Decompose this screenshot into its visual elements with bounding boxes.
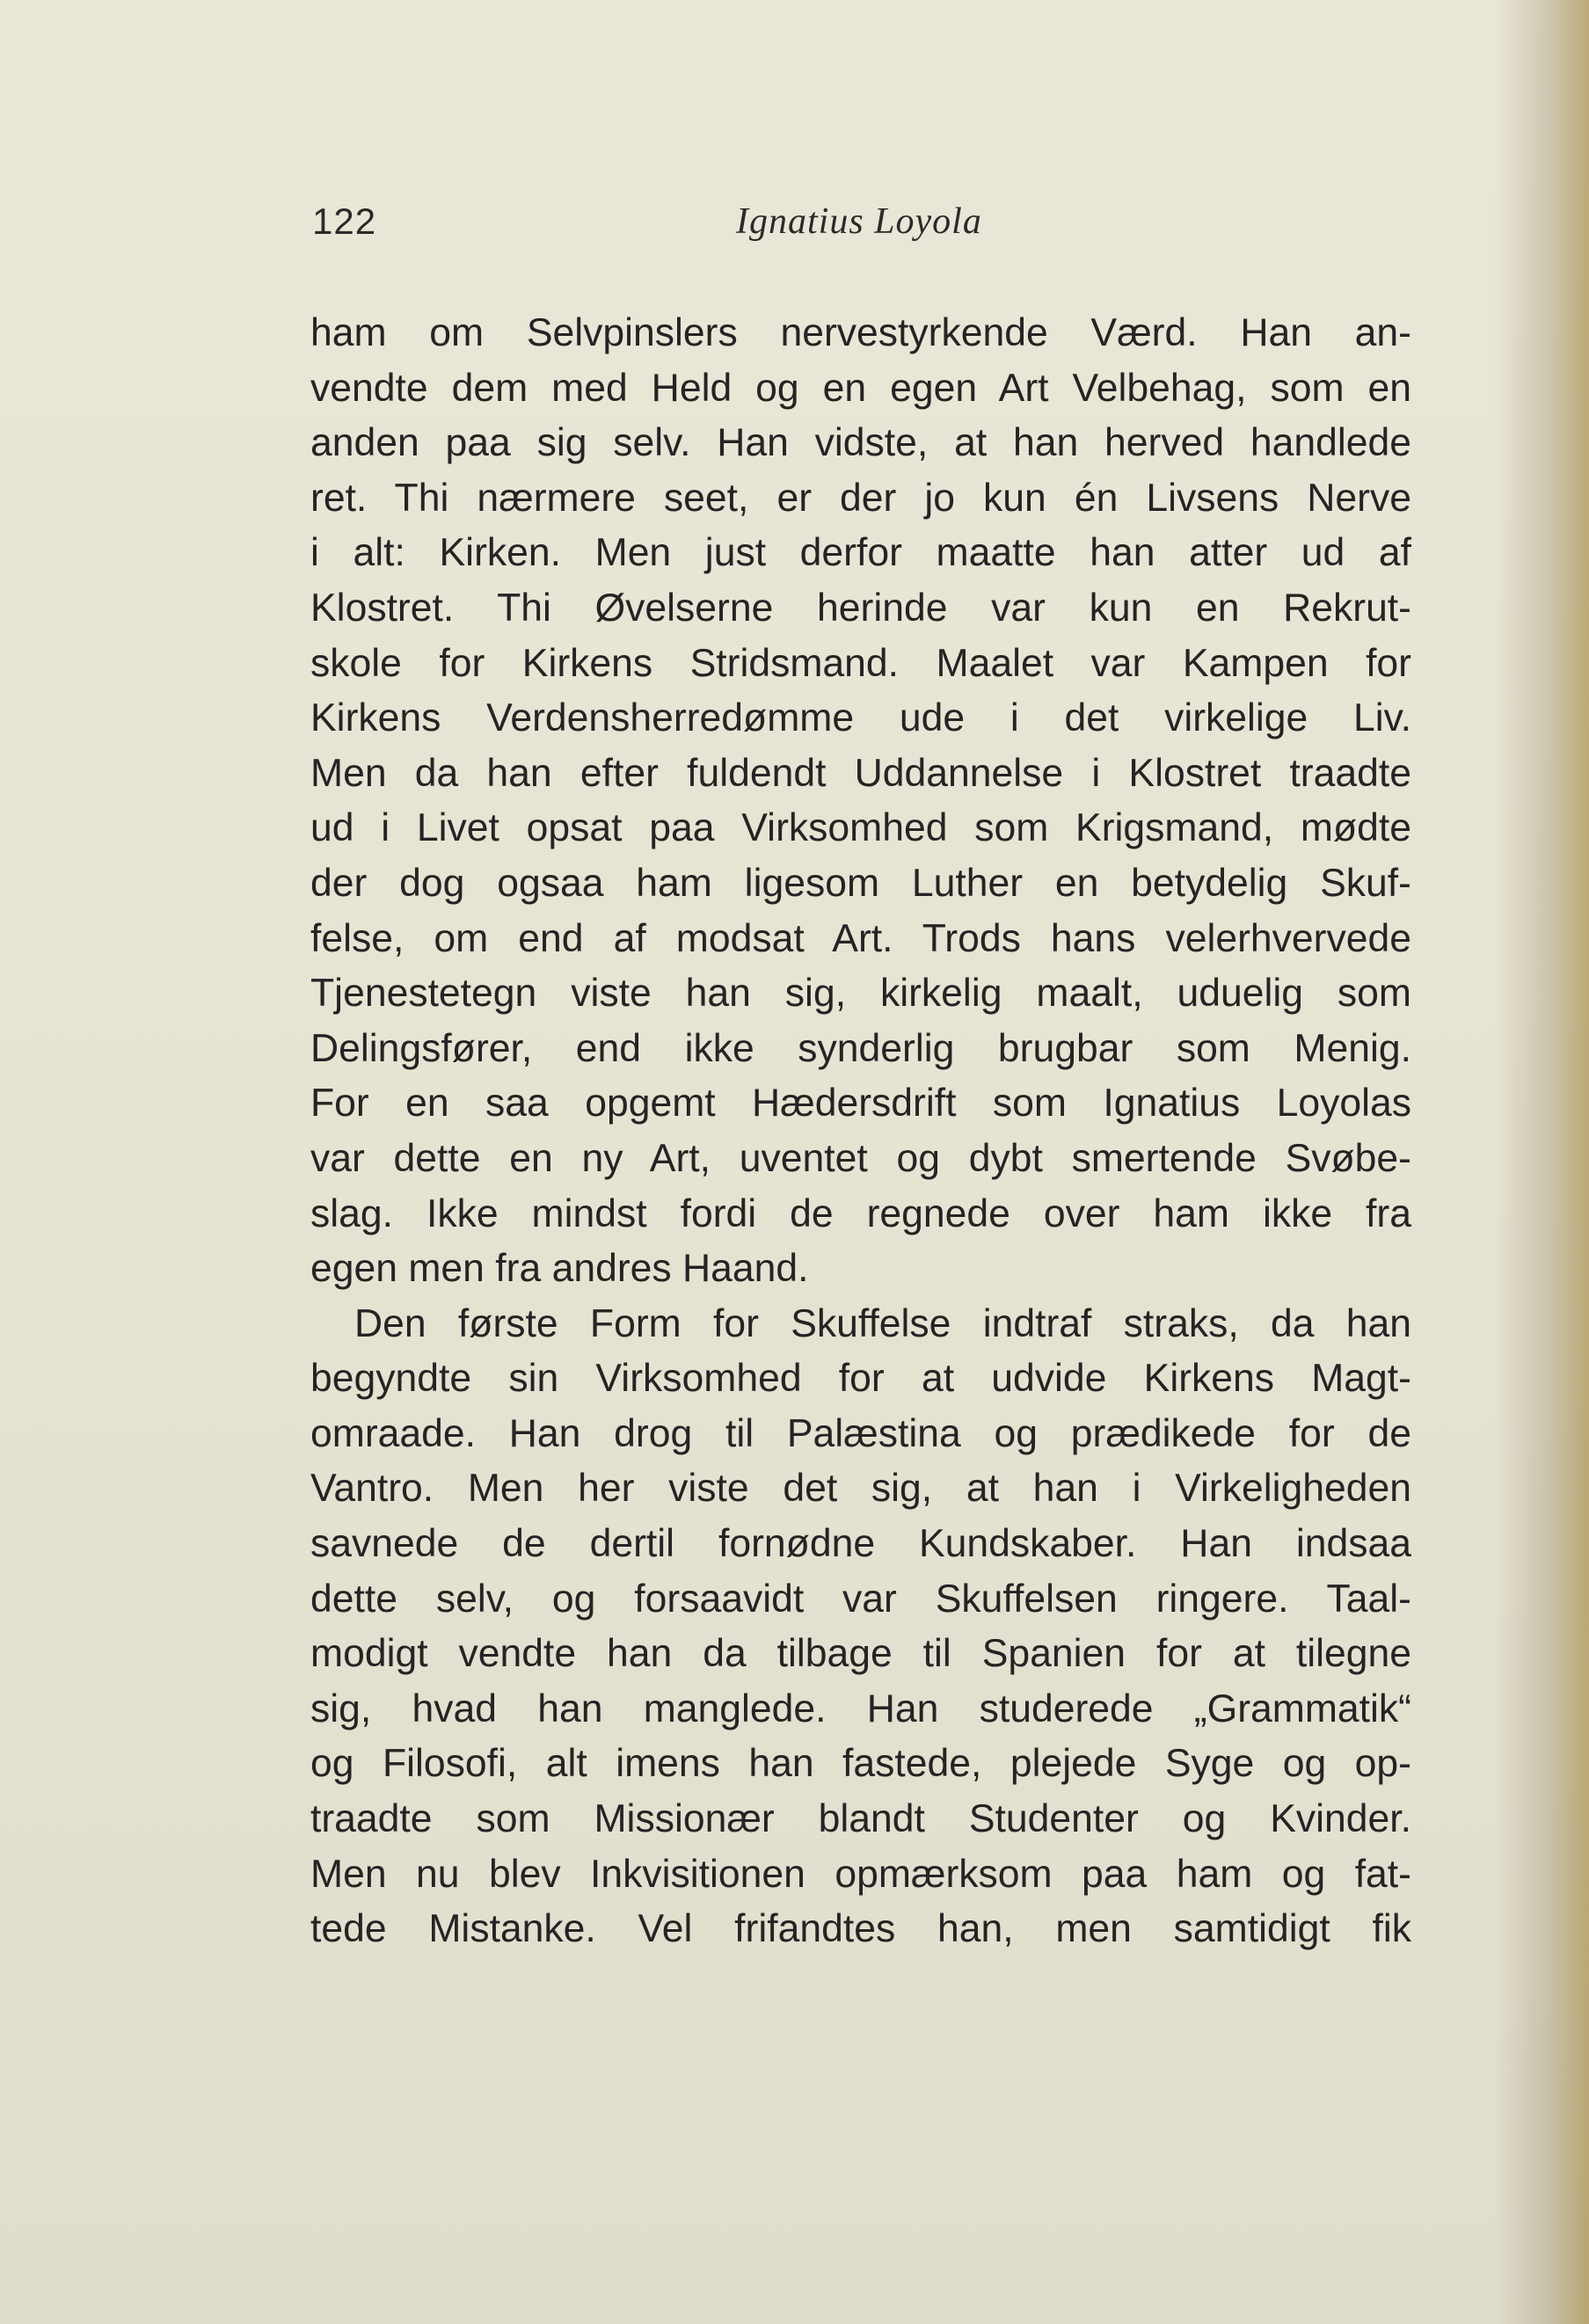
text-line: ret. Thi nærmere seet, er der jo kun én Livsens Nerve xyxy=(310,476,1411,520)
text-line: i alt: Kirken. Men just derfor maatte han atter ud af xyxy=(310,531,1411,575)
text-line: Men da han efter fuldendt Uddannelse i Klostret traadte xyxy=(310,751,1411,795)
text-line: traadte som Missionær blandt Studenter og Kvinder. xyxy=(310,1797,1411,1841)
text-line: tede Mistanke. Vel frifandtes han, men samtidigt fik xyxy=(310,1907,1411,1951)
text-line: og Filosofi, alt imens han fastede, plejede Syge og op- xyxy=(310,1742,1411,1786)
running-head xyxy=(312,195,1192,248)
paragraph-end-line: egen men fra andres Haand. xyxy=(310,1247,809,1291)
text-line: anden paa sig selv. Han vidste, at han herved handlede xyxy=(310,421,1411,465)
text-line: var dette en ny Art, uventet og dybt smertende Svøbe- xyxy=(310,1136,1411,1180)
text-line: der dog ogsaa ham ligesom Luther en betydelig Skuf- xyxy=(310,861,1411,905)
body-text xyxy=(310,306,1411,1957)
text-line: dette selv, og forsaavidt var Skuffelsen ringere. Taal- xyxy=(310,1577,1411,1621)
text-line: Klostret. Thi Øvelserne herinde var kun en Rekrut- xyxy=(310,586,1411,630)
text-line: omraade. Han drog til Palæstina og prædikede for de xyxy=(310,1411,1411,1455)
text-line: Kirkens Verdensherredømme ude i det virkelige Liv. xyxy=(310,696,1411,740)
text-line: slag. Ikke mindst fordi de regnede over ham ikke fra xyxy=(310,1191,1411,1235)
text-line: begyndte sin Virksomhed for at udvide Kirkens Magt- xyxy=(310,1357,1411,1401)
text-line: vendte dem med Held og en egen Art Velbehag, som en xyxy=(310,366,1411,410)
page-number: 122 xyxy=(312,200,377,242)
paragraph-first-line: Den første Form for Skuffelse indtraf straks, da han xyxy=(354,1301,1411,1345)
text-line: Men nu blev Inkvisitionen opmærksom paa ham og fat- xyxy=(310,1852,1411,1896)
text-line: felse, om end af modsat Art. Trods hans velerhvervede xyxy=(310,916,1411,960)
text-line: sig, hvad han manglede. Han studerede „Grammatik“ xyxy=(310,1687,1411,1730)
text-line: Tjenestetegn viste han sig, kirkelig maalt, uduelig som xyxy=(310,972,1411,1016)
text-line: modigt vendte han da tilbage til Spanien for at tilegne xyxy=(310,1632,1411,1676)
text-line: ud i Livet opsat paa Virksomhed som Krigsmand, mødte xyxy=(310,806,1411,850)
text-line: Delingsfører, end ikke synderlig brugbar som Menig. xyxy=(310,1026,1411,1070)
text-line: For en saa opgemt Hædersdrift som Ignatius Loyolas xyxy=(310,1082,1411,1126)
running-title: Ignatius Loyola xyxy=(736,201,982,242)
text-line: Vantro. Men her viste det sig, at han i Virkeligheden xyxy=(310,1467,1411,1511)
text-line: ham om Selvpinslers nervestyrkende Værd. Han an- xyxy=(310,311,1411,354)
text-line: skole for Kirkens Stridsmand. Maalet var Kampen for xyxy=(310,641,1411,685)
text-line: savnede de dertil fornødne Kundskaber. Han indsaa xyxy=(310,1522,1411,1566)
